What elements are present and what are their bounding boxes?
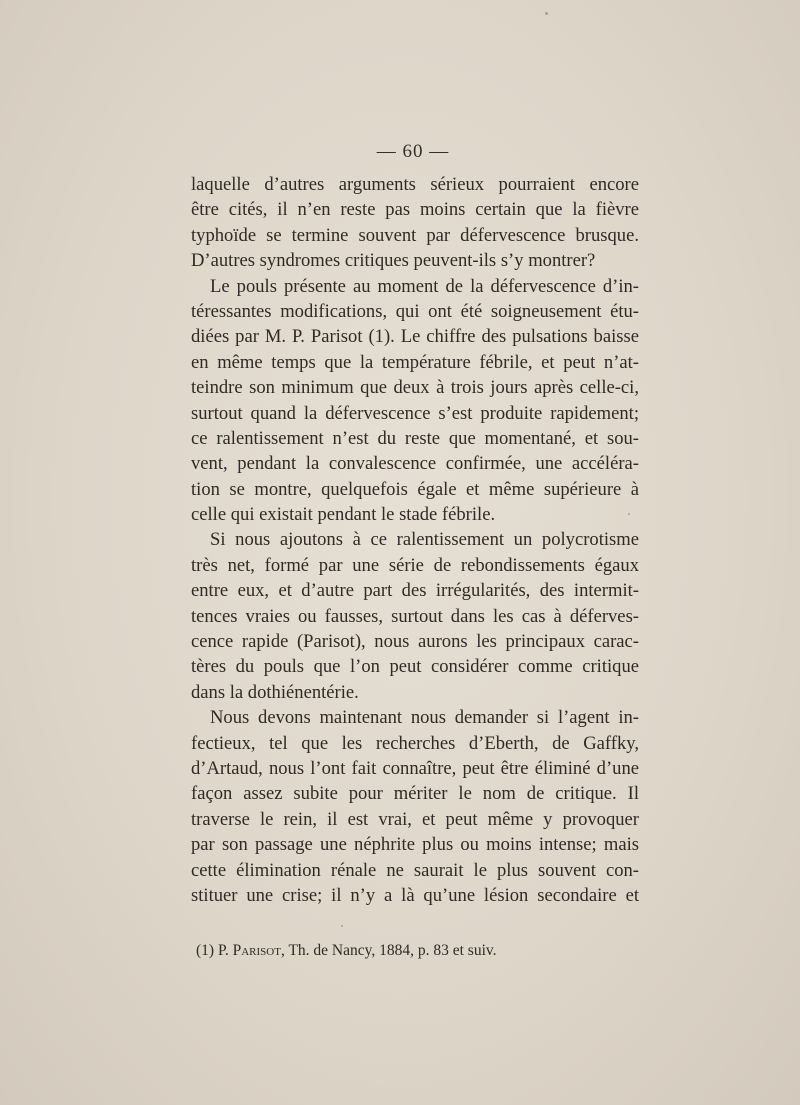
- text-line: vent, pendant la convalescence confirmée, une accéléra-: [191, 453, 639, 475]
- text-line: diées par M. P. Parisot (1). Le chiffre des pulsations baisse: [191, 326, 639, 348]
- text-line: Le pouls présente au moment de la défervescence d’in-: [210, 275, 639, 297]
- footnote-author-name: Parisot: [232, 942, 281, 959]
- text-line: en même temps que la température fébrile, et peut n’at-: [191, 351, 639, 373]
- text-line: stituer une crise; il n’y a là qu’une lésion secondaire et: [191, 884, 639, 906]
- text-line: par son passage une néphrite plus ou moins intense; mais: [191, 834, 639, 856]
- text-line: surtout quand la défervescence s’est produite rapidement;: [191, 402, 639, 424]
- footnote-marker: (1): [196, 942, 215, 959]
- paper-speck: [628, 513, 630, 515]
- paper-speck: [341, 925, 343, 927]
- text-line: entre eux, et d’autre part des irrégularités, des intermit-: [191, 580, 639, 602]
- text-line: d’Artaud, nous l’ont fait connaître, peut être éliminé d’une: [191, 757, 639, 779]
- paragraph-2: [191, 274, 639, 528]
- page-number: — 60 —: [376, 141, 450, 162]
- text-line: ce ralentissement n’est du reste que momentané, et sou-: [191, 427, 639, 449]
- text-line: laquelle d’autres arguments sérieux pourraient encore: [191, 174, 639, 195]
- text-line: traverse le rein, il est vrai, et peut même y provoquer: [191, 808, 639, 830]
- text-line: tères du pouls que l’on peut considérer comme critique: [191, 656, 639, 678]
- paragraph-1: [191, 172, 639, 274]
- text-line: dans la dothiénentérie.: [191, 681, 359, 703]
- text-line: celle qui existait pendant le stade fébrile.: [191, 504, 496, 526]
- paper-speck: [545, 12, 548, 15]
- text-line: typhoïde se termine souvent par défervescence brusque.: [191, 224, 639, 246]
- paragraph-3: [191, 527, 639, 705]
- text-line: téressantes modifications, qui ont été soigneusement étu-: [191, 300, 639, 322]
- text-line: tences vraies ou fausses, surtout dans les cas à déferves-: [191, 605, 639, 627]
- text-line: D’autres syndromes critiques peuvent-ils s’y montrer?: [191, 250, 596, 272]
- text-line: façon assez subite pour mériter le nom de critique. Il: [191, 783, 639, 805]
- footnote-author-initial: P.: [217, 942, 229, 959]
- text-line: cette élimination rénale ne saurait le plus souvent con-: [191, 859, 639, 881]
- text-line: cence rapide (Parisot), nous aurons les principaux carac-: [191, 631, 639, 653]
- text-line: être cités, il n’en reste pas moins certain que la fièvre: [191, 199, 639, 221]
- text-line: fectieux, tel que les recherches d’Eberth, de Gaffky,: [191, 732, 639, 754]
- text-line: Nous devons maintenant nous demander si l’agent in-: [210, 707, 639, 729]
- text-line: très net, formé par une série de rebondissements égaux: [191, 554, 639, 576]
- text-line: teindre son minimum que deux à trois jours après celle-ci,: [191, 377, 639, 399]
- paragraph-4: [191, 705, 639, 908]
- text-line: tion se montre, quelquefois égale et même supérieure à: [191, 478, 639, 500]
- footnote-reference: , Th. de Nancy, 1884, p. 83 et suiv.: [280, 942, 497, 959]
- footnote: [196, 942, 497, 960]
- body-text: [191, 172, 639, 908]
- text-line: Si nous ajoutons à ce ralentissement un polycrotisme: [210, 529, 639, 551]
